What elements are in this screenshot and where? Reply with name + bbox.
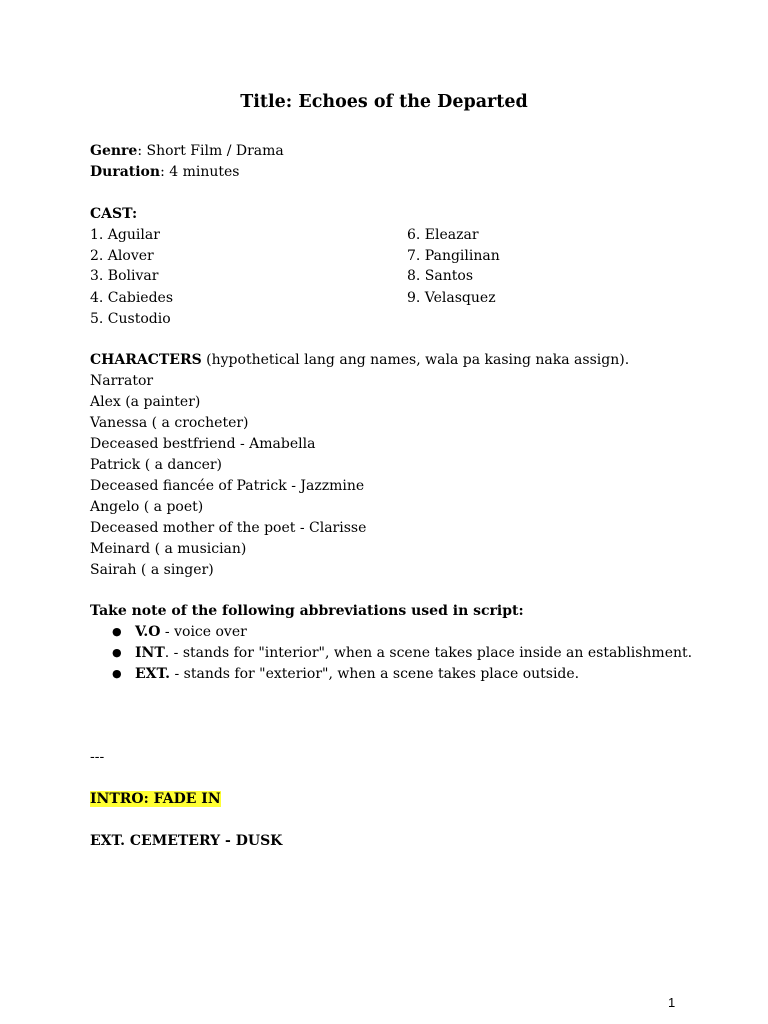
character-item: Angelo ( a poet) bbox=[90, 499, 204, 515]
intro-highlight: INTRO: FADE IN bbox=[90, 791, 221, 807]
page-number: 1 bbox=[668, 995, 676, 1010]
cast-item: 4. Cabiedes bbox=[90, 290, 174, 306]
character-item: Sairah ( a singer) bbox=[90, 562, 214, 578]
duration-line bbox=[90, 163, 239, 181]
scene-heading bbox=[90, 832, 282, 850]
cast-item: 3. Bolivar bbox=[90, 268, 159, 284]
abbreviation-term: EXT. bbox=[135, 666, 171, 682]
cast-item: 9. Velasquez bbox=[407, 290, 496, 306]
bullet-icon: ● bbox=[112, 625, 122, 638]
genre-line bbox=[90, 142, 284, 160]
separator: --- bbox=[90, 749, 105, 765]
abbreviation-term: V.O bbox=[135, 624, 161, 640]
abbreviations-heading-text: Take note of the following abbreviations used in script: bbox=[90, 603, 524, 619]
characters-heading-text: CHARACTERS bbox=[90, 352, 202, 368]
abbreviation-desc: . - stands for "interior", when a scene takes place inside an establishment. bbox=[164, 645, 693, 661]
character-item: Meinard ( a musician) bbox=[90, 541, 247, 557]
intro-line bbox=[90, 790, 221, 808]
abbreviations-heading bbox=[90, 602, 524, 620]
abbreviation-desc: - voice over bbox=[160, 624, 247, 640]
abbreviation-item bbox=[135, 623, 247, 641]
character-item: Vanessa ( a crocheter) bbox=[90, 415, 249, 431]
character-item: Deceased fiancée of Patrick - Jazzmine bbox=[90, 478, 365, 494]
scene-heading-text: EXT. CEMETERY - DUSK bbox=[90, 833, 283, 849]
bullet-icon: ● bbox=[112, 646, 122, 659]
character-item: Alex (a painter) bbox=[90, 394, 201, 410]
cast-item: 1. Aguilar bbox=[90, 227, 160, 243]
duration-value: : 4 minutes bbox=[160, 164, 240, 180]
duration-label: Duration bbox=[90, 164, 161, 180]
genre-label: Genre bbox=[90, 143, 138, 159]
bullet-icon: ● bbox=[112, 667, 122, 680]
cast-heading bbox=[90, 205, 137, 223]
characters-heading bbox=[90, 351, 629, 369]
cast-item: 6. Eleazar bbox=[407, 227, 479, 243]
character-item: Deceased bestfriend - Amabella bbox=[90, 436, 316, 452]
cast-item: 7. Pangilinan bbox=[407, 248, 500, 264]
abbreviation-item bbox=[135, 644, 692, 662]
abbreviation-desc: - stands for "exterior", when a scene takes place outside. bbox=[170, 666, 580, 682]
abbreviation-item bbox=[135, 665, 579, 683]
abbreviation-term: INT bbox=[135, 645, 165, 661]
cast-item: 5. Custodio bbox=[90, 311, 171, 327]
cast-item: 2. Alover bbox=[90, 248, 154, 264]
genre-value: : Short Film / Drama bbox=[137, 143, 284, 159]
character-item: Patrick ( a dancer) bbox=[90, 457, 223, 473]
character-item: Narrator bbox=[90, 373, 154, 389]
cast-item: 8. Santos bbox=[407, 268, 474, 284]
characters-note: (hypothetical lang ang names, wala pa kasing naka assign). bbox=[201, 352, 630, 368]
document-title: Title: Echoes of the Departed bbox=[240, 92, 528, 112]
cast-heading-text: CAST: bbox=[90, 206, 138, 222]
character-item: Deceased mother of the poet - Clarisse bbox=[90, 520, 367, 536]
